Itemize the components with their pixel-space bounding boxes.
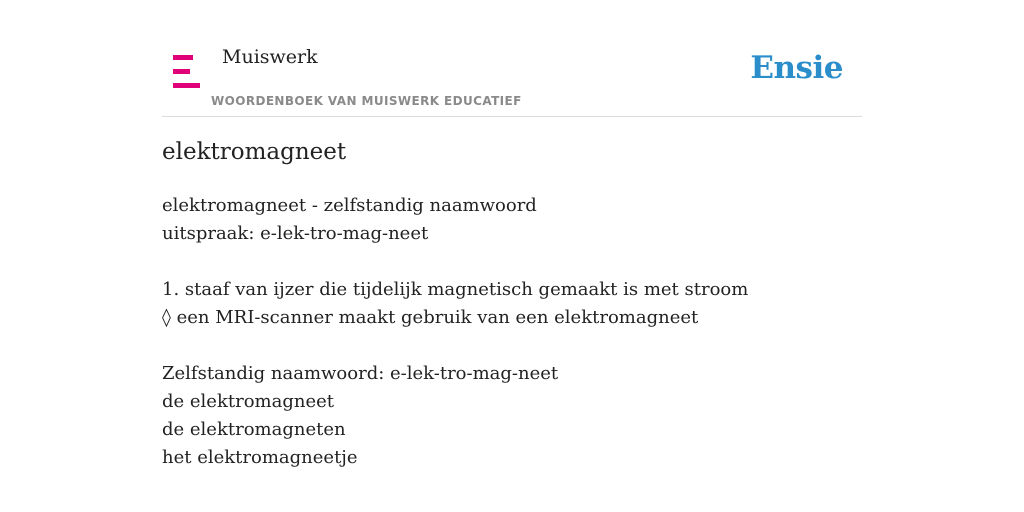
logo-bar: [173, 83, 200, 88]
site-name[interactable]: Muiswerk: [222, 46, 318, 68]
definition-line-plural: de elektromagneten: [162, 419, 346, 440]
definition-line-meaning: 1. staaf van ijzer die tijdelijk magnetisch gemaakt is met stroom: [162, 279, 749, 300]
site-header: [162, 0, 862, 117]
ensie-brand-logo[interactable]: Ensie: [750, 50, 843, 86]
definition-blank-line: [162, 332, 748, 360]
definition-line-inflection-header: Zelfstandig naamwoord: e-lek-tro-mag-neet: [162, 363, 559, 384]
page-title: elektromagneet: [162, 139, 347, 165]
definition-line-singular: de elektromagneet: [162, 391, 334, 412]
definition-line-word-class: elektromagneet - zelfstandig naamwoord: [162, 195, 537, 216]
site-subtitle: WOORDENBOEK VAN MUISWERK EDUCATIEF: [211, 94, 522, 108]
muiswerk-logo-icon[interactable]: [173, 55, 200, 88]
logo-bar: [173, 69, 190, 74]
definition-line-diminutive: het elektromagneetje: [162, 447, 358, 468]
definition-line-example: ◊ een MRI-scanner maakt gebruik van een elektromagneet: [162, 307, 699, 328]
definition-blank-line: [162, 248, 748, 276]
definition-line-pronunciation: uitspraak: e-lek-tro-mag-neet: [162, 223, 429, 244]
logo-bar: [173, 55, 193, 60]
definition-body: [162, 192, 748, 472]
